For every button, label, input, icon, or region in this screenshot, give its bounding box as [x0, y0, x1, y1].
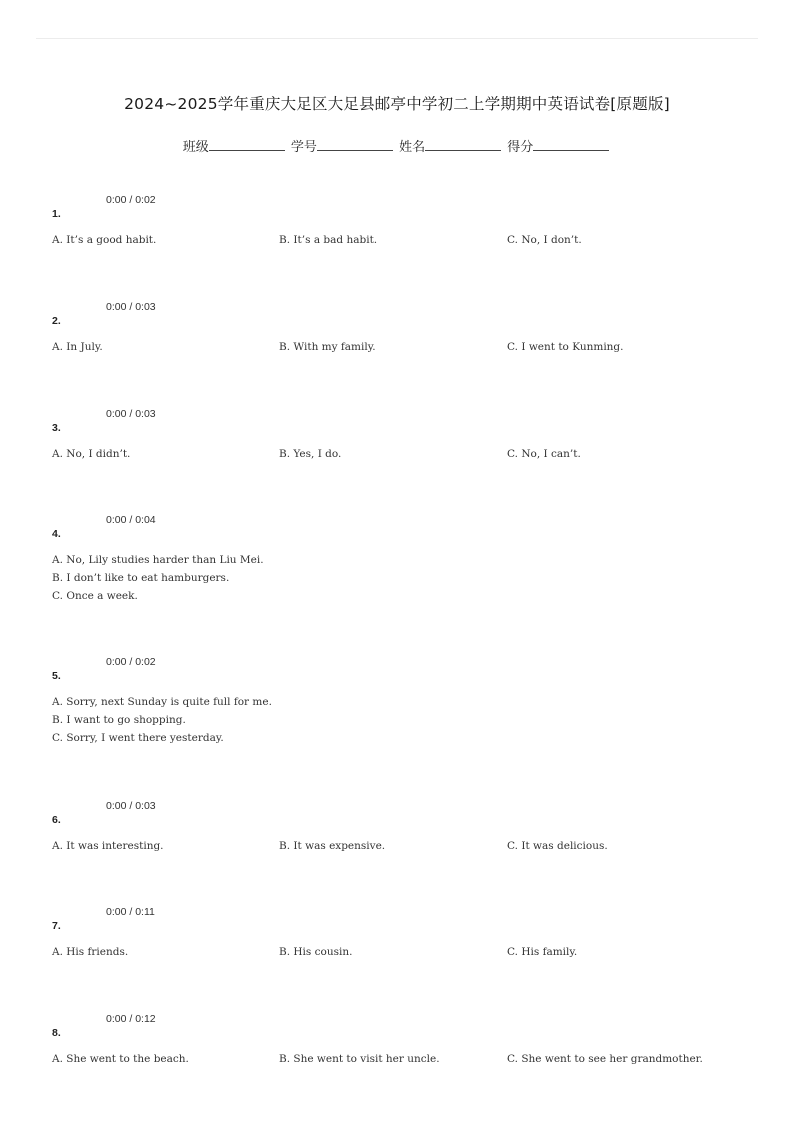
audio-player-time[interactable]: 0:00 / 0:03 — [106, 800, 156, 812]
score-label: 得分 — [507, 140, 534, 155]
audio-player-time[interactable]: 0:00 / 0:11 — [106, 906, 155, 918]
audio-player-time[interactable]: 0:00 / 0:12 — [106, 1013, 156, 1025]
audio-player-time[interactable]: 0:00 / 0:02 — [106, 194, 156, 206]
option-a[interactable]: A. His friends. — [52, 946, 129, 958]
class-label: 班级 — [182, 140, 209, 155]
question-number: 4. — [52, 528, 61, 540]
option-b[interactable]: B. With my family. — [279, 341, 376, 353]
audio-player-time[interactable]: 0:00 / 0:04 — [106, 514, 156, 526]
option-c[interactable]: C. No, I don’t. — [507, 234, 582, 246]
name-blank[interactable] — [425, 138, 501, 151]
question-number: 1. — [52, 208, 61, 220]
option-b[interactable]: B. It’s a bad habit. — [279, 234, 378, 246]
option-c[interactable]: C. No, I can’t. — [507, 448, 581, 460]
page-top-divider — [36, 38, 758, 39]
option-b[interactable]: B. Yes, I do. — [279, 448, 342, 460]
number-blank[interactable] — [317, 138, 393, 151]
option-b[interactable]: B. His cousin. — [279, 946, 353, 958]
option-c[interactable]: C. Once a week. — [52, 590, 138, 602]
audio-player-time[interactable]: 0:00 / 0:02 — [106, 656, 156, 668]
name-label: 姓名 — [399, 140, 426, 155]
option-b[interactable]: B. It was expensive. — [279, 840, 386, 852]
option-c[interactable]: C. She went to see her grandmother. — [507, 1053, 703, 1065]
option-b[interactable]: B. I want to go shopping. — [52, 714, 186, 726]
option-c[interactable]: C. It was delicious. — [507, 840, 608, 852]
score-blank[interactable] — [533, 138, 609, 151]
question-number: 7. — [52, 920, 61, 932]
option-c[interactable]: C. Sorry, I went there yesterday. — [52, 732, 224, 744]
option-a[interactable]: A. No, Lily studies harder than Liu Mei. — [52, 554, 264, 566]
number-label: 学号 — [290, 140, 317, 155]
option-c[interactable]: C. His family. — [507, 946, 578, 958]
question-number: 3. — [52, 422, 61, 434]
option-b[interactable]: B. She went to visit her uncle. — [279, 1053, 440, 1065]
option-c[interactable]: C. I went to Kunming. — [507, 341, 624, 353]
option-a[interactable]: A. It was interesting. — [52, 840, 164, 852]
page-title: 2024~2025学年重庆大足区大足县邮亭中学初二上学期期中英语试卷[原题版] — [124, 95, 670, 113]
option-a[interactable]: A. It’s a good habit. — [52, 234, 157, 246]
student-info-line — [0, 136, 794, 155]
question-number: 5. — [52, 670, 61, 682]
options — [52, 554, 264, 608]
option-a[interactable]: A. No, I didn’t. — [52, 448, 131, 460]
option-a[interactable]: A. In July. — [52, 341, 103, 353]
audio-player-time[interactable]: 0:00 / 0:03 — [106, 408, 156, 420]
option-a[interactable]: A. She went to the beach. — [52, 1053, 189, 1065]
option-a[interactable]: A. Sorry, next Sunday is quite full for me. — [52, 696, 272, 708]
question-number: 2. — [52, 315, 61, 327]
class-blank[interactable] — [209, 138, 285, 151]
option-b[interactable]: B. I don’t like to eat hamburgers. — [52, 572, 230, 584]
question-number: 8. — [52, 1027, 61, 1039]
audio-player-time[interactable]: 0:00 / 0:03 — [106, 301, 156, 313]
options — [52, 696, 272, 750]
question-number: 6. — [52, 814, 61, 826]
